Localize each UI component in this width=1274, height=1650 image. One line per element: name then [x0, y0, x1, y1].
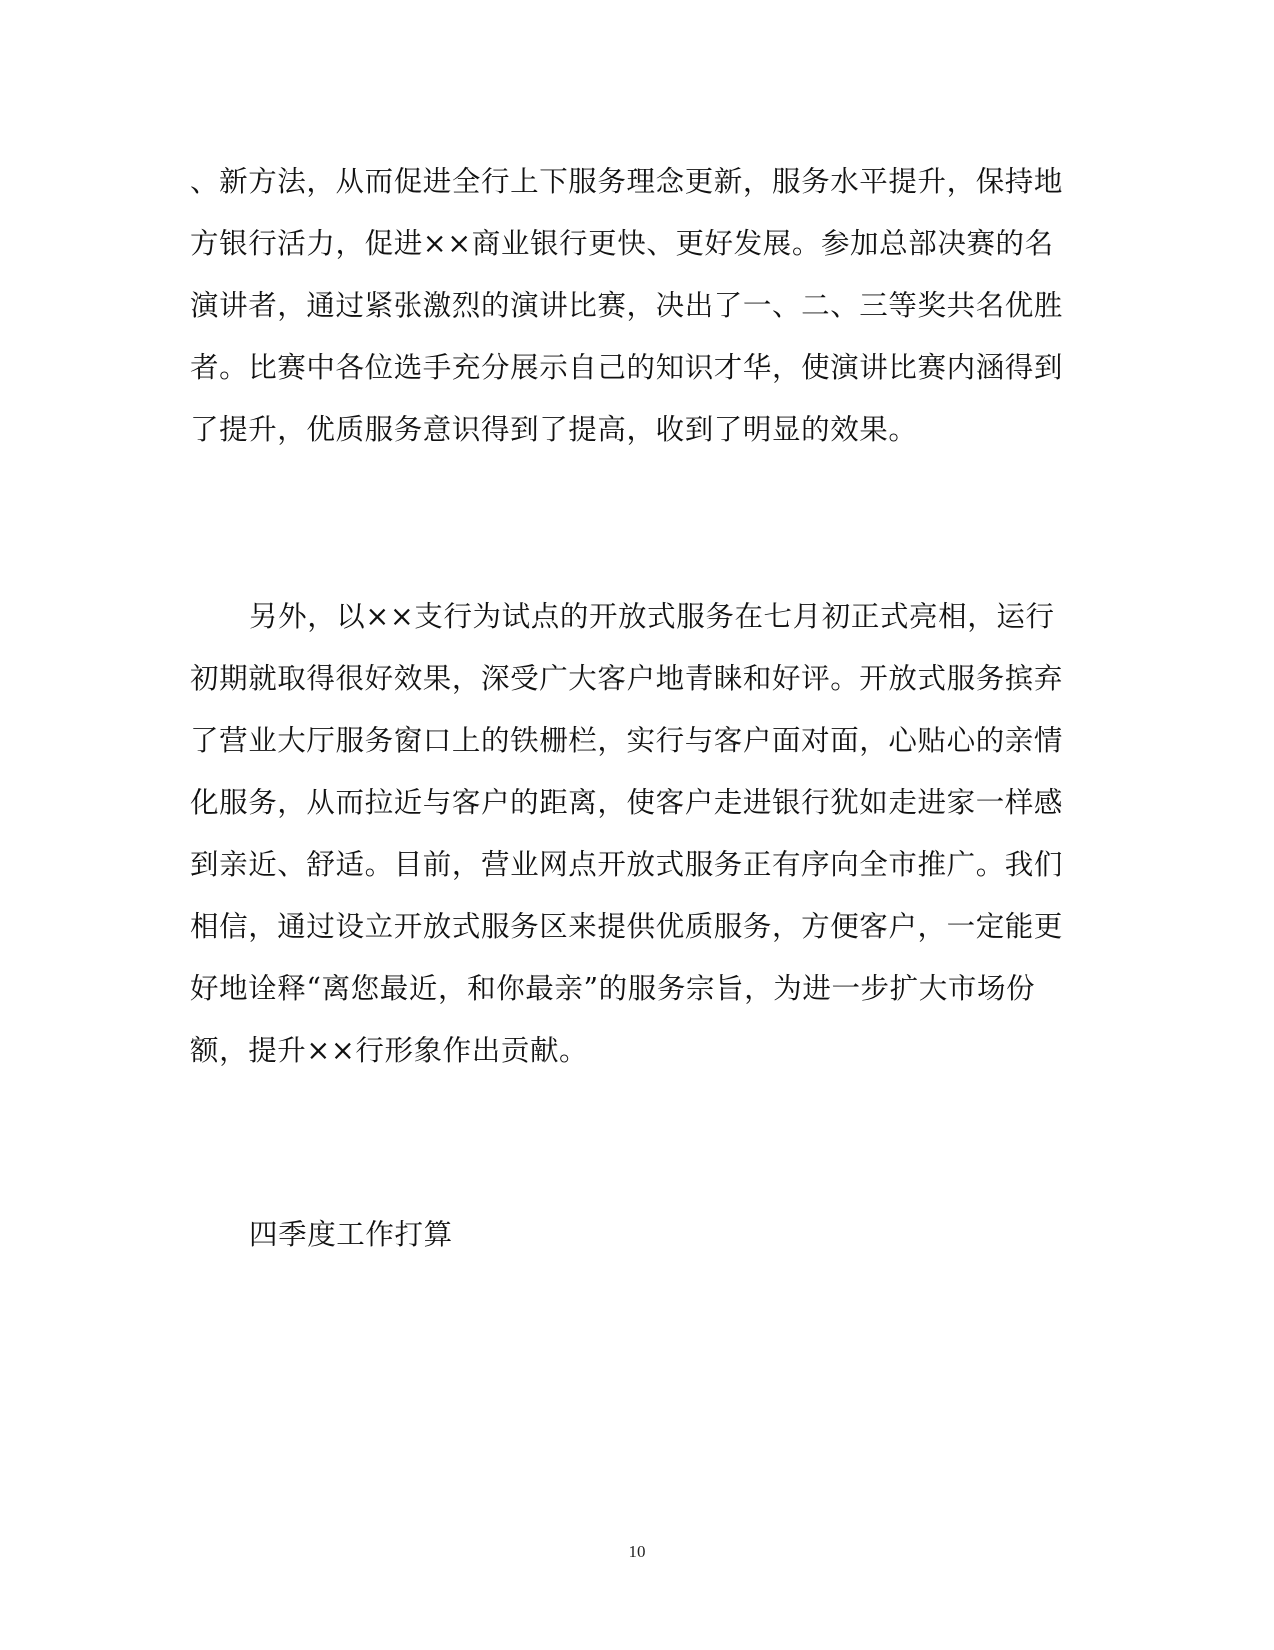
paragraph-2-line-1: 另外，以××支行为试点的开放式服务在七月初正式亮相，运行 [249, 600, 1055, 633]
paragraph-1-line-1: 、新方法，从而促进全行上下服务理念更新，服务水平提升，保持地 [190, 165, 1064, 198]
paragraph-1-line-4: 者。比赛中各位选手充分展示自己的知识才华，使演讲比赛内涵得到 [190, 351, 1064, 384]
paragraph-2-line-4: 化服务，从而拉近与客户的距离，使客户走进银行犹如走进家一样感 [190, 786, 1064, 819]
paragraph-2-line-8: 额，提升××行形象作出贡献。 [190, 1034, 589, 1067]
paragraph-2-line-3: 了营业大厅服务窗口上的铁栅栏，实行与客户面对面，心贴心的亲情 [190, 724, 1064, 757]
paragraph-2-line-2: 初期就取得很好效果，深受广大客户地青睐和好评。开放式服务摈弃 [190, 662, 1064, 695]
paragraph-2-line-7: 好地诠释“离您最近，和你最亲”的服务宗旨，为进一步扩大市场份 [190, 972, 1036, 1005]
paragraph-1-line-5: 了提升，优质服务意识得到了提高，收到了明显的效果。 [190, 413, 918, 446]
page-number: 10 [628, 1542, 646, 1561]
paragraph-1-line-3: 演讲者，通过紧张激烈的演讲比赛，决出了一、二、三等奖共名优胜 [190, 289, 1064, 322]
section-heading: 四季度工作打算 [249, 1218, 453, 1251]
paragraph-2-line-6: 相信，通过设立开放式服务区来提供优质服务，方便客户，一定能更 [190, 910, 1064, 943]
paragraph-2-line-5: 到亲近、舒适。目前，营业网点开放式服务正有序向全市推广。我们 [190, 848, 1064, 881]
paragraph-1-line-2: 方银行活力，促进××商业银行更快、更好发展。参加总部决赛的名 [190, 227, 1054, 260]
